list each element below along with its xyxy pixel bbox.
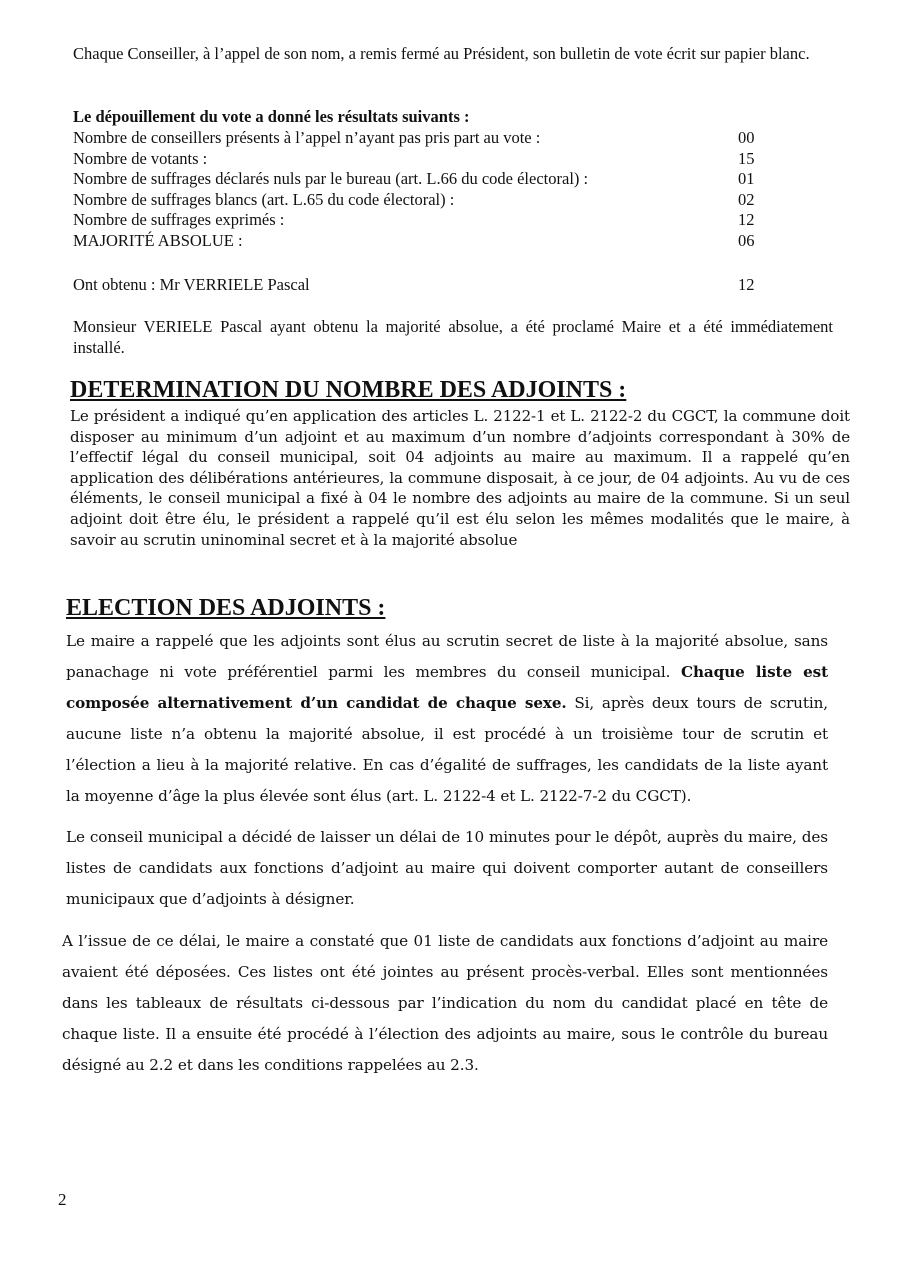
result-row: Nombre de votants : 15 (73, 148, 755, 168)
result-row: Nombre de suffrages déclarés nuls par le bureau (art. L.66 du code électoral) : 01 (73, 169, 755, 188)
section-title-adjoints-count: DETERMINATION DU NOMBRE DES ADJOINTS : (70, 377, 627, 403)
result-row: Nombre de suffrages exprimés : 12 (73, 210, 755, 229)
obtained-value: 12 (738, 275, 755, 294)
section2-paragraph-2: Le conseil municipal a décidé de laisser un délai de 10 minutes pour le dépôt, auprès du maire, des listes de candidats aux fonctions d’adjoint au maire qui doivent comporter autant de conseillers municipaux que d’adjoints à désigner. (66, 828, 828, 908)
result-row: MAJORITÉ ABSOLUE : 06 (73, 230, 755, 250)
section2-paragraph-3: A l’issue de ce délai, le maire a constaté que 01 liste de candidats aux fonctions d’adjoint au maire avaient été déposées. Ces listes ont été jointes au présent procès-verbal. Elles sont mentionnées dans les tableaux de résultats ci-dessous par l’indication du nom du candidat placé en tête de chaque liste. Il a ensuite été procédé à l’élection des adjoints au maire, sous le contrôle du bureau désigné au 2.2 et dans les conditions rappelées au 2.3. (62, 932, 828, 1074)
obtained-row (73, 274, 833, 295)
conclusion-paragraph: Monsieur VERIELE Pascal ayant obtenu la majorité absolue, a été proclamé Maire et a été immédiatement installé. (73, 317, 833, 357)
bold-rule-text: Chaque liste est composée alternativement d’un candidat de chaque sexe. (66, 663, 829, 712)
obtained-label: Ont obtenu : Mr VERRIELE Pascal (73, 275, 310, 294)
results-block (73, 106, 833, 250)
section-title-election: ELECTION DES ADJOINTS : (66, 595, 386, 621)
intro-paragraph: Chaque Conseiller, à l’appel de son nom, a remis fermé au Président, son bulletin de vote écrit sur papier blanc. (73, 44, 810, 63)
result-row: Nombre de conseillers présents à l’appel n’ayant pas pris part au vote : 00 (73, 128, 755, 147)
section2-paragraph-1: Le maire a rappelé que les adjoints sont élus au scrutin secret de liste à la majorité absolue, sans panachage ni vote préférentiel parmi les membres du conseil municipal. Chaque liste est composée alternativement d’un candidat de chaque sexe. Si, après deux tours de scrutin, aucune liste n’a obtenu la majorité absolue, il est procédé à un troisième tour de scrutin et l’élection a lieu à la majorité relative. En cas d’égalité de suffrages, les candidats de la liste ayant la moyenne d’âge la plus élevée sont élus (art. L. 2122-4 et L. 2122-7-2 du CGCT). (66, 632, 829, 805)
results-heading: Le dépouillement du vote a donné les résultats suivants : (73, 107, 470, 126)
page-number: 2 (58, 1190, 67, 1209)
section1-paragraph: Le président a indiqué qu’en application des articles L. 2122-1 et L. 2122-2 du CGCT, la commune doit disposer au minimum d’un adjoint et au maximum d’un nombre d’adjoints correspondant à 30% de l’effectif légal du conseil municipal, soit 04 adjoints au maire au maximum. Il a rappelé qu’en application des délibérations antérieures, la commune disposait, à ce jour, de 04 adjoints. Au vu de ces éléments, le conseil municipal a fixé à 04 le nombre des adjoints au maire de la commune. Si un seul adjoint doit être élu, le président a rappelé qu’il est élu selon les mêmes modalités que le maire, à savoir au scrutin uninominal secret et à la majorité absolue (70, 407, 850, 549)
result-row: Nombre de suffrages blancs (art. L.65 du code électoral) : 02 (73, 189, 755, 209)
